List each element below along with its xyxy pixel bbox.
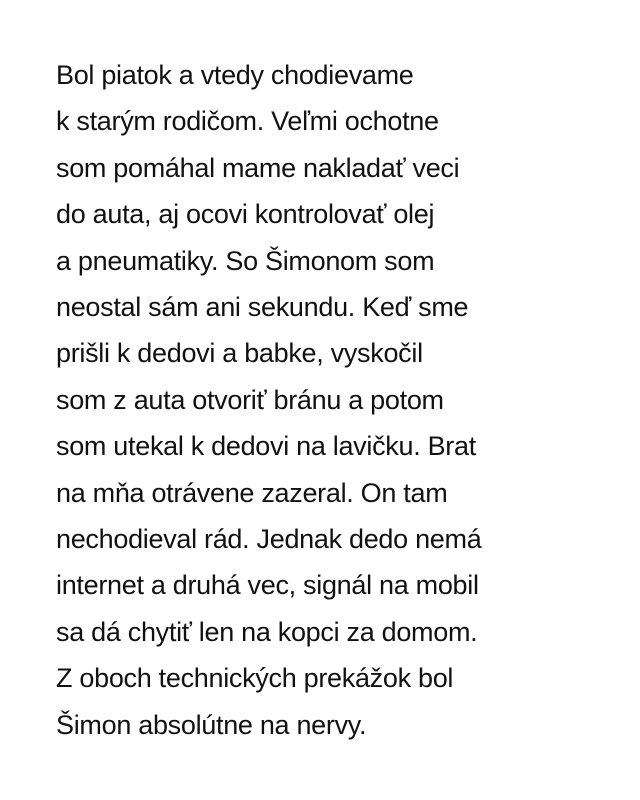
story-paragraph [56, 52, 616, 748]
text-line-12: internet a druhá vec, signál na mobil [56, 570, 479, 601]
text-line-11: nechodieval rád. Jednak dedo nemá [56, 524, 482, 555]
text-line-2: k starým rodičom. Veľmi ochotne [56, 106, 439, 137]
text-line-3: som pomáhal mame nakladať veci [56, 152, 460, 183]
text-line-10: na mňa otrávene zazeral. On tam [56, 477, 448, 508]
text-line-15: Šimon absolútne na nervy. [56, 709, 367, 740]
text-line-4: do auta, aj ocovi kontrolovať olej [56, 199, 435, 230]
text-line-6: neostal sám ani sekundu. Keď sme [56, 292, 469, 323]
text-line-1: Bol piatok a vtedy chodievame [56, 60, 414, 90]
text-line-9: som utekal k dedovi na lavičku. Brat [56, 431, 476, 462]
text-line-13: sa dá chytiť len na kopci za domom. [56, 616, 478, 647]
text-line-8: som z auta otvoriť bránu a potom [56, 384, 444, 415]
text-line-5: a pneumatiky. So Šimonom som [56, 245, 435, 276]
text-line-7: prišli k dedovi a babke, vyskočil [56, 338, 423, 369]
text-line-14: Z oboch technických prekážok bol [56, 663, 454, 694]
